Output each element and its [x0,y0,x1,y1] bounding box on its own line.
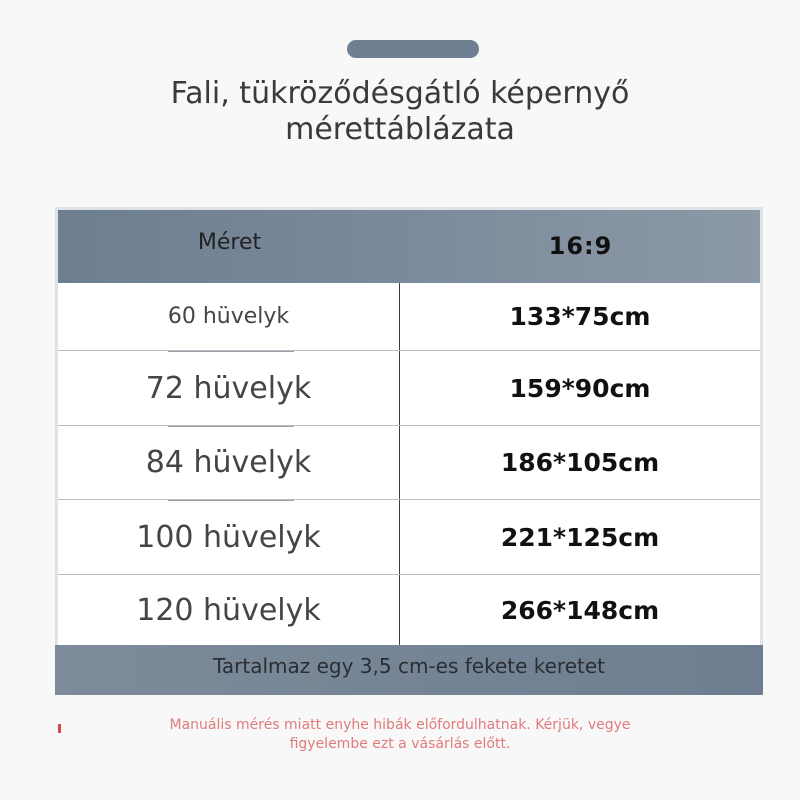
page-title [0,76,800,148]
row-dimensions: 186*105cm [399,426,760,499]
row-size: 120 hüvelyk [136,592,321,628]
table-body [58,283,760,645]
table-header [58,210,760,283]
table-row [58,283,760,351]
disclaimer-note [110,716,690,754]
table-row [58,500,760,575]
row-size: 72 hüvelyk [145,370,312,406]
size-table [55,207,763,695]
row-dimensions: 159*90cm [399,351,760,425]
page-title-line-2: mérettáblázata [285,112,515,147]
row-dimensions: 221*125cm [399,500,760,574]
table-row [58,575,760,645]
page-title-line-1: Fali, tükröződésgátló képernyő [170,76,630,111]
row-dimensions: 266*148cm [399,575,760,645]
row-size: 60 hüvelyk [167,304,290,329]
note-marker [58,724,61,733]
disclaimer-line-2: figyelembe ezt a vásárlás előtt. [289,736,511,752]
row-dimensions: 133*75cm [399,283,760,350]
table-row [58,426,760,500]
row-size: 100 hüvelyk [136,519,321,555]
header-size-label: Méret [197,230,262,255]
row-size: 84 hüvelyk [145,445,312,480]
header-ratio-label: 16:9 [548,232,613,260]
top-decorative-bar [347,40,479,58]
table-row [58,351,760,426]
table-footer-note: Tartalmaz egy 3,5 cm-es fekete keretet [55,645,763,695]
disclaimer-line-1: Manuális mérés miatt enyhe hibák előfordulhatnak. Kérjük, vegye [169,717,631,733]
